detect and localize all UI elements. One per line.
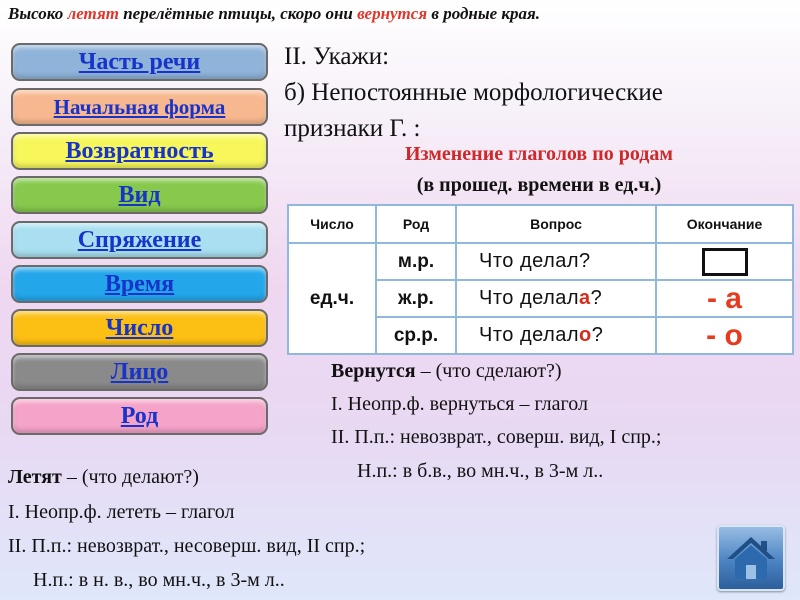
vernutsya-analysis-line: I. Неопр.ф. вернуться – глагол bbox=[331, 393, 588, 415]
empty-ending-box bbox=[702, 248, 748, 276]
table-cell-gender: ж.р. bbox=[376, 280, 456, 317]
table-row bbox=[288, 243, 793, 280]
home-button[interactable] bbox=[717, 525, 785, 591]
sentence-word-letyat: летят bbox=[67, 4, 119, 23]
sentence-word-vernutsya: вернутся bbox=[357, 4, 428, 23]
menu-button-number[interactable] bbox=[11, 309, 268, 347]
table-cell-question bbox=[456, 317, 656, 354]
table-cell-gender: м.р. bbox=[376, 243, 456, 280]
question-stem: Что делал bbox=[479, 324, 580, 346]
table-cell-ending: - а bbox=[656, 280, 793, 317]
table-cell-question bbox=[456, 280, 656, 317]
table-cell-question: Что делал? bbox=[456, 243, 656, 280]
table-header: Вопрос bbox=[456, 205, 656, 243]
table-title: Изменение глаголов по родам bbox=[404, 143, 674, 165]
table-header-row bbox=[288, 205, 793, 243]
menu-button-person[interactable] bbox=[11, 353, 268, 391]
home-icon bbox=[725, 533, 777, 583]
menu-button-label: Вид bbox=[118, 181, 161, 208]
verb-gender-table bbox=[287, 204, 794, 355]
menu-button-part-of-speech[interactable] bbox=[11, 43, 268, 81]
menu-button-label: Часть речи bbox=[78, 48, 201, 75]
table-subtitle: (в прошед. времени в ед.ч.) bbox=[416, 174, 662, 196]
menu-button-label: Род bbox=[120, 402, 159, 429]
table-cell-number: ед.ч. bbox=[288, 243, 376, 354]
table-header: Род bbox=[376, 205, 456, 243]
table-cell-gender: ср.р. bbox=[376, 317, 456, 354]
task-text: признаки Г. : bbox=[284, 115, 421, 142]
sentence-text: в родные края. bbox=[427, 4, 541, 23]
menu-button-conjugation[interactable] bbox=[11, 221, 268, 259]
menu-button-reflexivity[interactable] bbox=[11, 132, 268, 170]
letyat-word: Летят bbox=[8, 466, 62, 488]
menu-button-label: Лицо bbox=[110, 358, 169, 385]
menu-button-gender[interactable] bbox=[11, 397, 268, 435]
letyat-question: – (что делают?) bbox=[61, 466, 199, 488]
sentence-text: Высоко bbox=[8, 4, 68, 23]
menu-button-label: Число bbox=[105, 314, 174, 341]
letyat-analysis-line: Н.п.: в н. в., во мн.ч., в 3-м л.. bbox=[33, 569, 285, 591]
vernutsya-word: Вернутся bbox=[331, 360, 416, 382]
menu-button-label: Начальная форма bbox=[53, 94, 226, 119]
vernutsya-analysis-line: II. П.п.: невозврат., соверш. вид, I спр.; bbox=[331, 426, 662, 448]
letyat-heading bbox=[8, 466, 199, 489]
table-header: Число bbox=[288, 205, 376, 243]
table-cell-ending bbox=[656, 243, 793, 280]
menu-button-tense[interactable] bbox=[11, 265, 268, 303]
question-ending-letter: а bbox=[579, 287, 591, 309]
letyat-analysis-line: I. Неопр.ф. лететь – глагол bbox=[8, 501, 235, 523]
question-stem: Что делал bbox=[479, 287, 580, 309]
question-tail: ? bbox=[590, 287, 603, 309]
letyat-analysis-line: II. П.п.: невозврат., несоверш. вид, II спр.; bbox=[8, 535, 366, 557]
vernutsya-analysis-line: Н.п.: в б.в., во мн.ч., в 3-м л.. bbox=[357, 460, 604, 482]
sentence bbox=[8, 4, 794, 24]
task-text: б) Непостоянные морфологические bbox=[284, 79, 663, 106]
question-ending-letter: о bbox=[579, 324, 592, 346]
menu-button-label: Возвратность bbox=[65, 137, 214, 164]
vernutsya-heading bbox=[331, 360, 562, 383]
task-heading: II. Укажи: bbox=[284, 43, 390, 70]
menu-button-aspect[interactable] bbox=[11, 176, 268, 214]
table-header: Окончание bbox=[656, 205, 793, 243]
sentence-text: перелётные птицы, скоро они bbox=[118, 4, 358, 23]
table-cell-ending: - о bbox=[656, 317, 793, 354]
question-tail: ? bbox=[591, 324, 604, 346]
menu-button-label: Время bbox=[104, 270, 175, 297]
menu-button-label: Спряжение bbox=[77, 226, 202, 253]
vernutsya-question: – (что сделают?) bbox=[415, 360, 562, 382]
menu-button-initial-form[interactable] bbox=[11, 88, 268, 126]
